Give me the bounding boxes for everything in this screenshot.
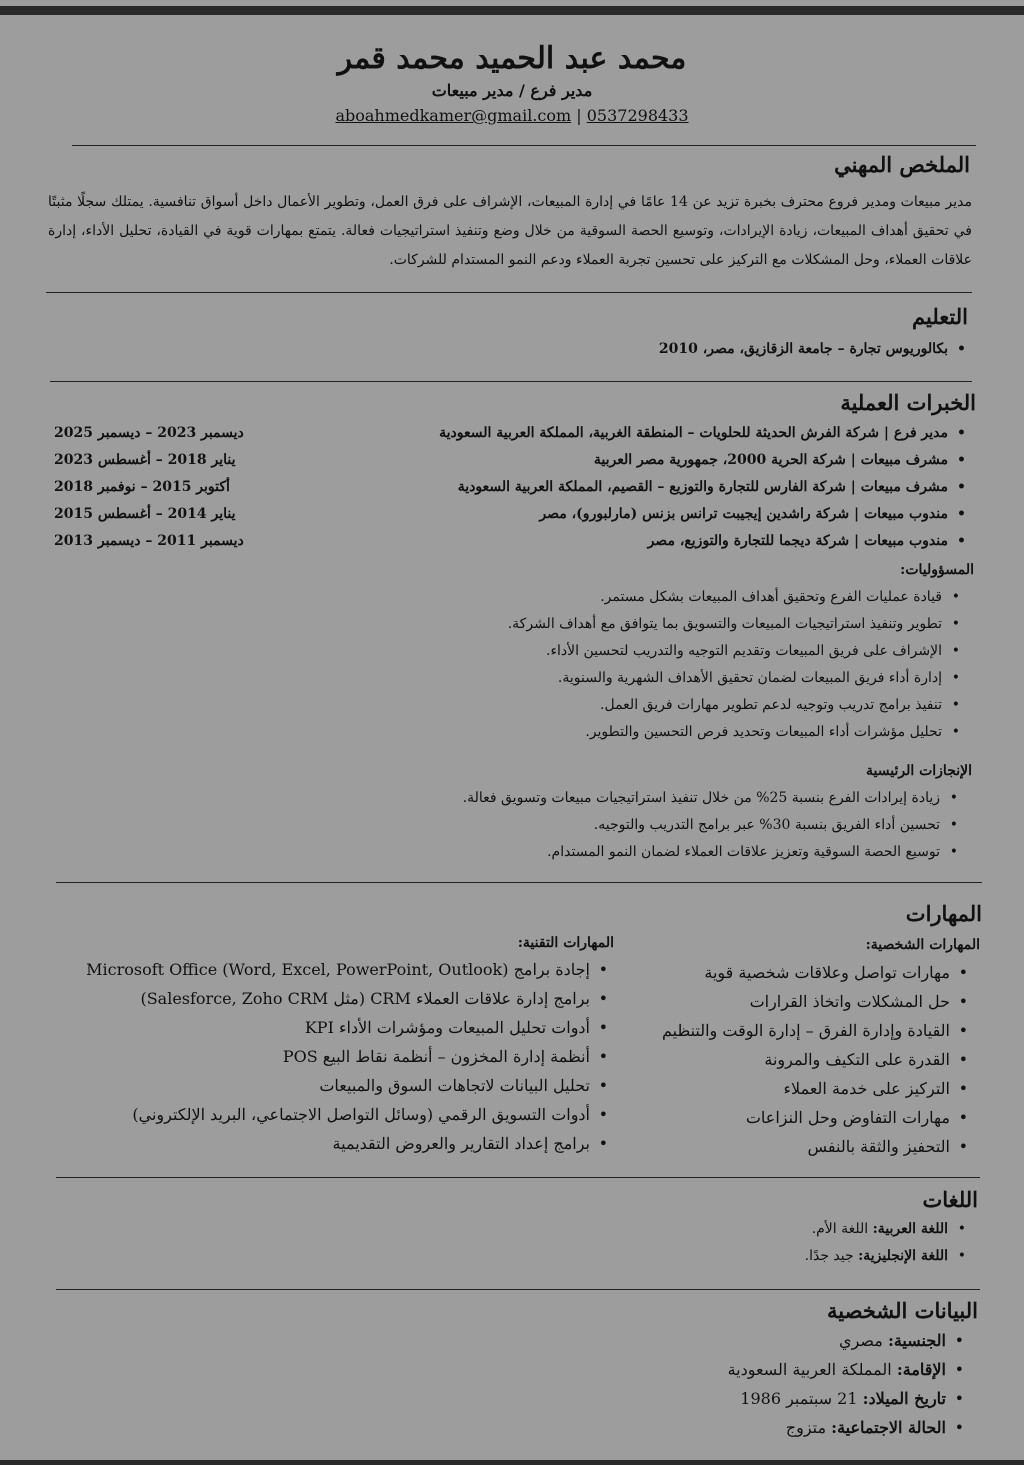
resume-header [0,15,1024,125]
list-item: • تطوير وتنفيذ استراتيجيات المبيعات والتسويق بما يتوافق مع أهداف الشركة. [508,616,964,643]
technical-skills-list [86,960,612,1163]
list-item: • بكالوريوس تجارة – جامعة الزقازيق، مصر، 2010 [659,341,970,368]
divider [56,1177,980,1178]
job-row [54,506,970,533]
contact-separator: | [576,106,582,125]
list-item: • مهارات تواصل وعلاقات شخصية قوية [662,963,972,992]
list-item [728,1360,968,1389]
list-item: • تحليل البيانات لاتجاهات السوق والمبيعات [86,1076,612,1105]
job-row [54,479,970,506]
responsibilities-heading: المسؤوليات: [900,562,974,578]
achievements-list [463,790,962,871]
email-link[interactable]: aboahmedkamer@gmail.com [335,106,572,125]
list-item [728,1331,968,1360]
summary-text: مدير مبيعات ومدير فروع محترف بخبرة تزيد عن 14 عامًا في إدارة المبيعات، الإشراف على فرق العمل، وتطوير الأعمال داخل أسواق تنافسية. يمتلك سجلًا مثبتًا في تحقيق أهداف المبيعات، زيادة الإيرادات، وتوسيع الحصة السوقية من خلال وضع وتنفيذ استراتيجيات فعالة. يتمتع بمهارات قوية في القيادة، تحليل الأداء، إدارة علاقات العملاء، وحل المشكلات مع التركيز على تحسين تجربة العملاء ودعم النمو المستدام للشركات. [48,194,972,268]
divider [72,145,976,146]
languages-heading: اللغات [922,1187,978,1212]
job-date: ديسمبر 2023 – ديسمبر 2025 [54,425,244,441]
list-item [805,1248,970,1275]
divider [46,292,972,293]
list-item: • تحليل مؤشرات أداء المبيعات وتحديد فرص التحسين والتطوير. [508,724,964,751]
list-item: • إجادة برامج Microsoft Office (Word, Excel, PowerPoint, Outlook) [86,960,612,989]
list-item: • التحفيز والثقة بالنفس [662,1137,972,1166]
personal-info-list [728,1331,968,1447]
language-level: جيد جدًا. [804,1248,854,1264]
list-item [728,1418,968,1447]
list-item: • التركيز على خدمة العملاء [662,1079,972,1108]
resume-page [0,15,1024,1460]
list-item: • أدوات التسويق الرقمي (وسائل التواصل الاجتماعي، البريد الإلكتروني) [86,1105,612,1134]
job-date: يناير 2018 – أغسطس 2023 [54,452,236,468]
list-item: • تنفيذ برامج تدريب وتوجيه لدعم تطوير مهارات فريق العمل. [508,697,964,724]
job-date: ديسمبر 2011 – ديسمبر 2013 [54,533,244,549]
personal-skills-heading: المهارات الشخصية: [865,937,980,953]
contact-line [0,106,1024,125]
job-role: • مشرف مبيعات | شركة الحرية 2000، جمهورية مصر العربية [594,452,970,468]
personal-info-heading: البيانات الشخصية [827,1298,978,1323]
list-item: • القيادة وإدارة الفرق – إدارة الوقت والتنظيم [662,1021,972,1050]
info-value: المملكة العربية السعودية [727,1360,892,1379]
job-role: • مدير فرع | شركة الفرش الحديثة للحلويات – المنطقة الغربية، المملكة العربية السعودية [439,425,970,441]
summary-heading: الملخص المهني [834,152,970,177]
info-label: الإقامة: [896,1360,946,1379]
list-item: • حل المشكلات واتخاذ القرارات [662,992,972,1021]
list-item: • مهارات التفاوض وحل النزاعات [662,1108,972,1137]
technical-skills-heading: المهارات التقنية: [517,935,614,951]
top-border [0,6,1024,15]
job-date: يناير 2014 – أغسطس 2015 [54,506,236,522]
job-row [54,452,970,479]
list-item: • أدوات تحليل المبيعات ومؤشرات الأداء KPI [86,1018,612,1047]
list-item [805,1221,970,1248]
list-item: • الإشراف على فريق المبيعات وتقديم التوجيه والتدريب لتحسين الأداء. [508,643,964,670]
education-list [659,341,970,368]
list-item [728,1389,968,1418]
language-label: اللغة الإنجليزية: [858,1248,948,1264]
list-item: • القدرة على التكيف والمرونة [662,1050,972,1079]
info-label: الحالة الاجتماعية: [831,1418,946,1437]
education-heading: التعليم [912,304,968,329]
info-value: متزوج [785,1418,827,1437]
skills-heading: المهارات [905,901,982,926]
experience-list [54,425,970,560]
list-item: • زيادة إيرادات الفرع بنسبة 25% من خلال تنفيذ استراتيجيات مبيعات وتسويق فعالة. [463,790,962,817]
divider [56,882,982,883]
job-role: • مندوب مبيعات | شركة راشدين إيجيبت ترانس بزنس (مارلبورو)، مصر [539,506,970,522]
list-item: • إدارة أداء فريق المبيعات لضمان تحقيق الأهداف الشهرية والسنوية. [508,670,964,697]
info-label: تاريخ الميلاد: [862,1389,946,1408]
job-role: • مندوب مبيعات | شركة ديجما للتجارة والتوزيع، مصر [648,533,970,549]
job-date: أكتوبر 2015 – نوفمبر 2018 [54,479,230,495]
language-label: اللغة العربية: [872,1221,948,1237]
job-role: • مشرف مبيعات | شركة الفارس للتجارة والتوزيع – القصيم، المملكة العربية السعودية [458,479,970,495]
list-item: • توسيع الحصة السوقية وتعزيز علاقات العملاء لضمان النمو المستدام. [463,844,962,871]
divider [56,1289,980,1290]
job-title: مدير فرع / مدير مبيعات [431,81,593,100]
responsibilities-list [508,589,964,751]
person-name: محمد عبد الحميد محمد قمر [337,41,687,76]
list-item: • تحسين أداء الفريق بنسبة 30% عبر برامج التدريب والتوجيه. [463,817,962,844]
info-label: الجنسية: [887,1331,946,1350]
info-value: 21 سبتمبر 1986 [740,1389,858,1408]
personal-skills-list [662,963,972,1166]
job-row [54,425,970,452]
achievements-heading: الإنجازات الرئيسية [866,763,972,779]
list-item: • قيادة عمليات الفرع وتحقيق أهداف المبيعات بشكل مستمر. [508,589,964,616]
phone-link[interactable]: 0537298433 [586,106,689,125]
divider [50,381,972,382]
list-item: • برامج إدارة علاقات العملاء CRM (مثل Salesforce, Zoho CRM) [86,989,612,1018]
languages-list [805,1221,970,1275]
info-value: مصري [839,1331,883,1350]
language-level: اللغة الأم. [811,1221,869,1237]
experience-heading: الخبرات العملية [840,390,976,415]
job-row [54,533,970,560]
bottom-border [0,1460,1024,1465]
list-item: • أنظمة إدارة المخزون – أنظمة نقاط البيع POS [86,1047,612,1076]
list-item: • برامج إعداد التقارير والعروض التقديمية [86,1134,612,1163]
